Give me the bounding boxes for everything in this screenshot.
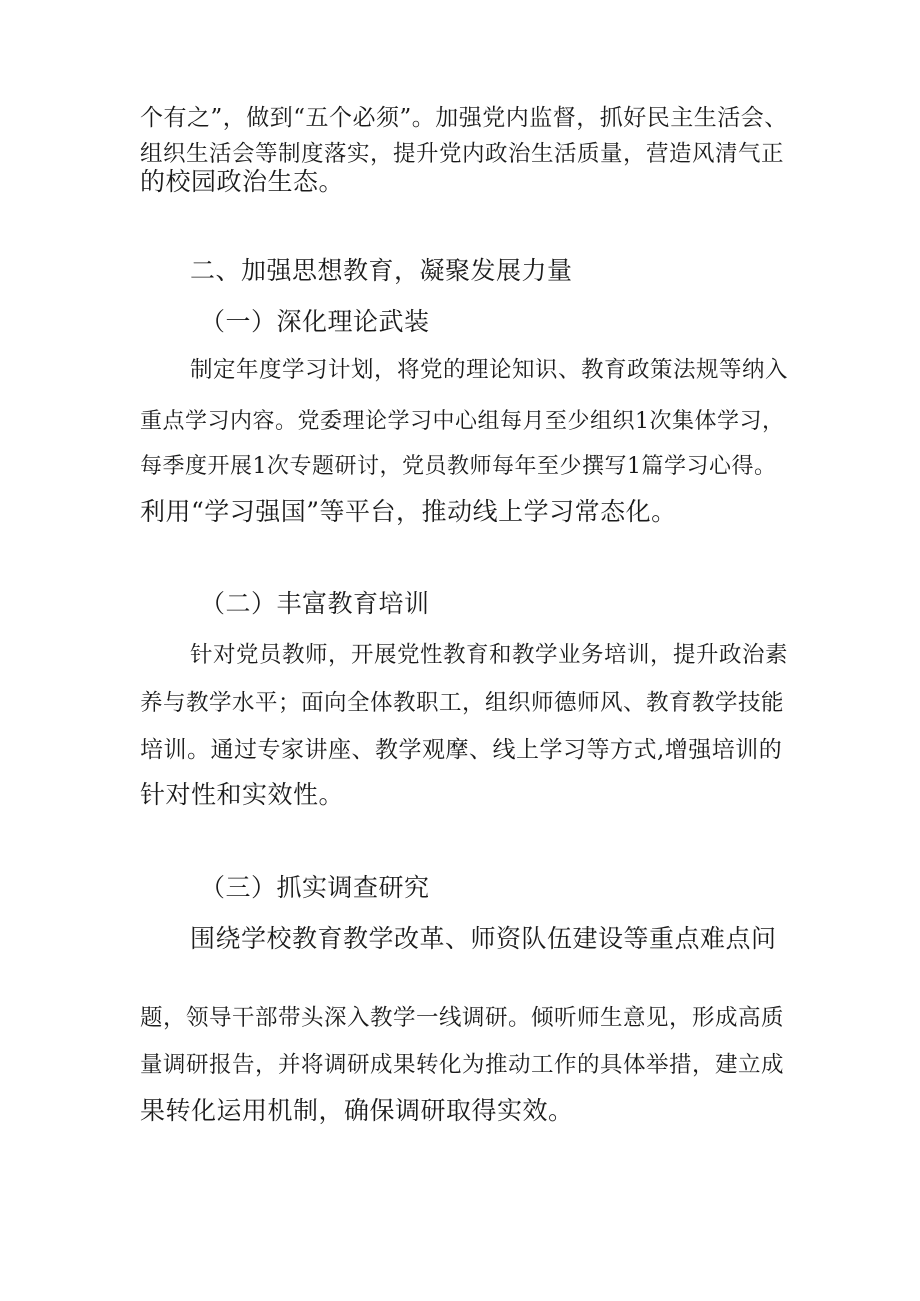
paragraph-line: 养与教学水平；面向全体教职工，组织师德师风、教育教学技能 (140, 690, 785, 716)
paragraph-line: 围绕学校教育教学改革、师资队伍建设等重点难点问 (190, 924, 777, 953)
subsection-heading: （一）深化理论武装 (200, 307, 430, 336)
paragraph-line: 培训。通过专家讲座、教学观摩、线上学习等方式,增强培训的 (140, 737, 783, 763)
paragraph-line: 制定年度学习计划，将党的理论知识、教育政策法规等纳入 (190, 357, 789, 383)
paragraph-line: 个有之”，做到“五个必须”。加强党内监督，抓好民主生活会、 (140, 105, 788, 131)
paragraph-line: 的校园政治生态。 (140, 167, 345, 196)
subsection-heading: （三）抓实调查研究 (200, 873, 430, 902)
section-heading: 二、加强思想教育，凝聚发展力量 (190, 256, 573, 285)
paragraph-line: 重点学习内容。党委理论学习中心组每月至少组织1次集体学习， (140, 409, 785, 434)
paragraph-line: 利用“学习强国”等平台，推动线上学习常态化。 (140, 497, 677, 526)
subsection-heading: （二）丰富教育培训 (200, 589, 430, 618)
paragraph-line: 组织生活会等制度落实，提升党内政治生活质量，营造风清气正 (140, 141, 785, 167)
paragraph-line: 果转化运用机制，确保调研取得实效。 (140, 1096, 574, 1125)
paragraph-line: 每季度开展1次专题研讨，党员教师每年至少撰写1篇学习心得。 (140, 454, 777, 479)
paragraph-line: 量调研报告，并将调研成果转化为推动工作的具体举措，建立成 (140, 1052, 785, 1078)
paragraph-line: 针对党员教师，开展党性教育和教学业务培训，提升政治素 (190, 642, 789, 668)
paragraph-line: 题，领导干部带头深入教学一线调研。倾听师生意见，形成高质 (140, 1005, 785, 1031)
paragraph-line: 针对性和实效性。 (140, 780, 345, 809)
